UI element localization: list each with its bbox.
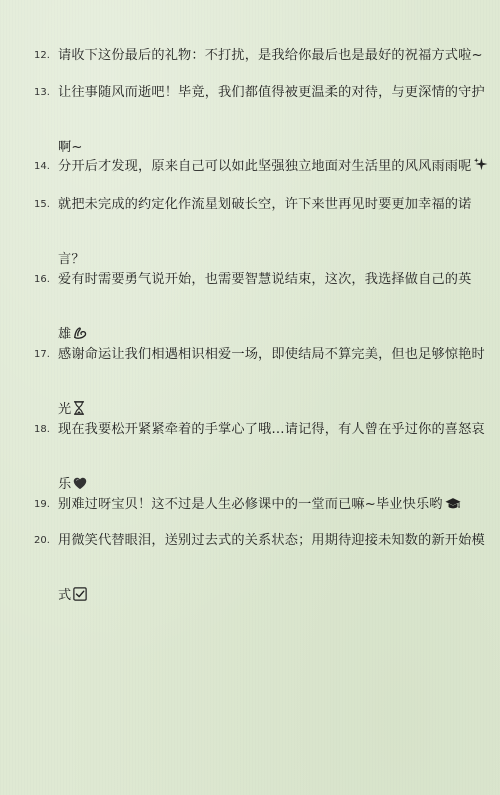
list-item-20 xyxy=(34,522,485,617)
sparkles-icon xyxy=(473,150,488,188)
item-line-text: 乐 xyxy=(58,477,72,492)
item-number: 17. xyxy=(34,349,50,360)
item-number: 20. xyxy=(34,535,50,546)
item-number: 16. xyxy=(34,274,50,285)
item-number: 12. xyxy=(34,50,50,61)
item-text xyxy=(58,148,472,188)
check-box-icon xyxy=(73,579,87,617)
item-line: 言？ xyxy=(58,252,85,267)
item-line: 用微笑代替眼泪，送别过去式的关系状态；用期待迎接未知数的新开始模 xyxy=(58,533,485,548)
item-number: 13. xyxy=(34,87,50,98)
list-item-19 xyxy=(34,486,464,526)
item-line: 请收下这份最后的礼物：不打扰，是我给你最后也是最好的祝福方式啦~ xyxy=(58,48,483,63)
item-line xyxy=(58,148,472,188)
item-number: 18. xyxy=(34,424,50,435)
item-text xyxy=(58,37,483,75)
item-line-text: 式 xyxy=(58,588,72,603)
item-line-text: 雄 xyxy=(58,327,72,342)
item-line: 就把未完成的约定化作流星划破长空，许下来世再见时要更加幸福的诺 xyxy=(58,197,472,212)
item-number: 15. xyxy=(34,199,50,210)
item-line-text: 光 xyxy=(58,402,72,417)
graduation-cap-icon xyxy=(445,488,461,526)
list-item-12 xyxy=(34,37,483,75)
item-line: 让往事随风而逝吧！毕竟，我们都值得被更温柔的对待，与更深情的守护 xyxy=(58,85,485,100)
item-number: 14. xyxy=(34,161,50,172)
item-line-text: 分开后才发现，原来自己可以如此坚强独立地面对生活里的风风雨雨呢 xyxy=(58,159,472,174)
item-line: 啊~ xyxy=(58,140,83,155)
item-text xyxy=(58,486,464,526)
item-line: 爱有时需要勇气说开始，也需要智慧说结束，这次，我选择做自己的英 xyxy=(58,272,472,287)
item-text xyxy=(58,522,485,617)
list-item-14 xyxy=(34,148,472,188)
item-line-text: 别难过呀宝贝！这不过是人生必修课中的一堂而已嘛~毕业快乐哟 xyxy=(58,497,443,512)
item-line: 现在我要松开紧紧牵着的手掌心了哦…请记得，有人曾在乎过你的喜怒哀 xyxy=(58,422,485,437)
item-number: 19. xyxy=(34,499,50,510)
item-line xyxy=(58,577,464,617)
item-line: 感谢命运让我们相遇相识相爱一场，即使结局不算完美，但也足够惊艳时 xyxy=(58,347,485,362)
item-line xyxy=(58,486,464,526)
